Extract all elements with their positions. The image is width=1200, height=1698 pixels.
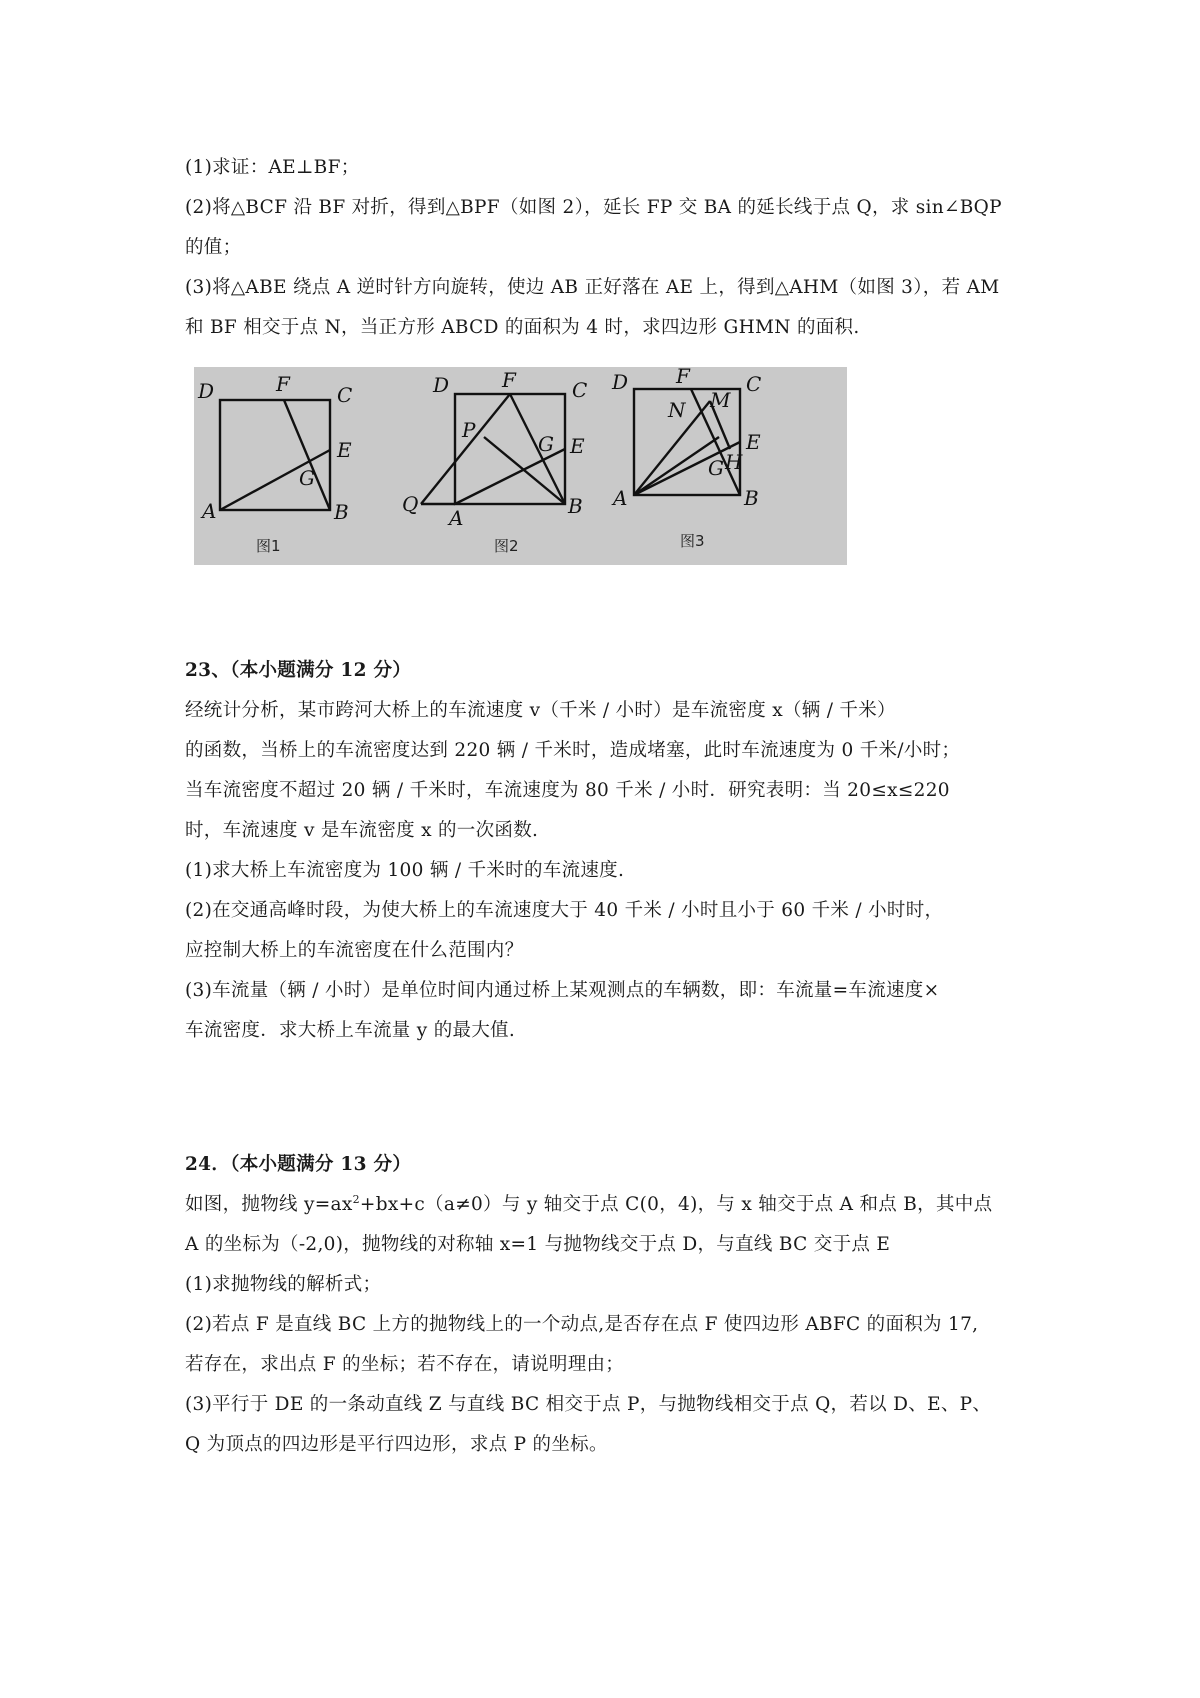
fig1-label-c: C <box>337 383 353 407</box>
q23-line: (1)求大桥上车流密度为 100 辆 / 千米时的车流速度. <box>185 860 625 881</box>
q24-exponent: 2 <box>352 1192 360 1206</box>
fig2-label-d: D <box>433 373 450 397</box>
q24-line-1-pre: 如图，抛物线 y=ax <box>185 1194 353 1215</box>
question-22-parts <box>185 148 1025 348</box>
fig2-label-q: Q <box>402 492 419 516</box>
q22-line: (3)将△ABE 绕点 A 逆时针方向旋转，使边 AB 正好落在 AE 上，得到△AHM（如图 3），若 AM <box>185 277 1000 298</box>
fig3-label-f: F <box>676 367 690 388</box>
q23-line: (2)在交通高峰时段，为使大桥上的车流速度大于 40 千米 / 小时且小于 60 千米 / 小时时， <box>185 900 944 921</box>
q24-line: A 的坐标为（-2,0)，抛物线的对称轴 x=1 与抛物线交于点 D，与直线 BC 交于点 E <box>185 1234 891 1255</box>
q24-line-1 <box>185 1185 1025 1225</box>
fig1-label-a: A <box>202 499 217 523</box>
figures-svg <box>194 367 847 565</box>
question-24 <box>185 1145 1025 1465</box>
q24-heading: 24．（本小题满分 13 分） <box>185 1154 412 1175</box>
q24-line: (2)若点 F 是直线 BC 上方的抛物线上的一个动点,是否存在点 F 使四边形 ABFC 的面积为 17, <box>185 1314 979 1335</box>
fig3-label-g: G <box>708 456 724 480</box>
fig2-label-c: C <box>572 378 588 402</box>
fig3-label-n: N <box>668 398 686 422</box>
fig2-label-f: F <box>502 368 516 392</box>
fig3-label-m: M <box>710 388 731 412</box>
fig3-label-d: D <box>612 370 629 394</box>
q23-heading: 23、（本小题满分 12 分） <box>185 660 412 681</box>
fig3-label-c: C <box>746 372 762 396</box>
fig2-label-p: P <box>462 418 476 442</box>
q23-line: 经统计分析，某市跨河大桥上的车流速度 v（千米 / 小时）是车流密度 x（辆 / 千米） <box>185 700 896 721</box>
q23-line: 的函数，当桥上的车流密度达到 220 辆 / 千米时，造成堵塞，此时车流速度为 0 千米/小时； <box>185 740 961 761</box>
fig1-label-d: D <box>198 379 215 403</box>
q24-line: 若存在，求出点 F 的坐标；若不存在，请说明理由； <box>185 1354 625 1375</box>
fig3-label-h: H <box>725 450 743 474</box>
figure-1 <box>197 372 352 555</box>
fig2-label-e: E <box>570 434 585 458</box>
figure-3 <box>611 367 761 550</box>
fig3-label-a: A <box>613 486 628 510</box>
q22-line: 的值； <box>185 237 242 258</box>
geometry-figures <box>194 367 847 565</box>
fig2-label-a: A <box>449 506 464 530</box>
q23-line: 时，车流速度 v 是车流密度 x 的一次函数. <box>185 820 539 841</box>
fig1-square <box>220 400 330 510</box>
q23-line: 当车流密度不超过 20 辆 / 千米时，车流速度为 80 千米 / 小时．研究表明：当 20≤x≤220 <box>185 780 950 801</box>
q23-line: 应控制大桥上的车流密度在什么范围内？ <box>185 940 524 961</box>
fig2-label-b: B <box>568 494 583 518</box>
fig1-label-f: F <box>276 372 290 396</box>
q23-line: 车流密度．求大桥上车流量 y 的最大值. <box>185 1020 516 1041</box>
fig2-label-g: G <box>538 432 554 456</box>
fig3-label-b: B <box>744 486 759 510</box>
fig1-caption: 图1 <box>256 537 281 555</box>
q23-line: (3)车流量（辆 / 小时）是单位时间内通过桥上某观测点的车辆数，即：车流量=车流速度× <box>185 980 940 1001</box>
q22-line: (2)将△BCF 沿 BF 对折，得到△BPF（如图 2），延长 FP 交 BA 的延长线于点 Q，求 sin∠BQP <box>185 197 1002 218</box>
q24-line-1-post: +bx+c（a≠0）与 y 轴交于点 C(0，4)，与 x 轴交于点 A 和点 B，其中点 <box>359 1194 993 1215</box>
fig1-label-e: E <box>337 438 352 462</box>
q22-line: (1)求证：AE⊥BF； <box>185 157 360 178</box>
q22-line: 和 BF 相交于点 N，当正方形 ABCD 的面积为 4 时，求四边形 GHMN 的面积. <box>185 317 860 338</box>
fig1-label-b: B <box>334 500 349 524</box>
q24-line: (1)求抛物线的解析式； <box>185 1274 382 1295</box>
fig3-label-e: E <box>746 430 761 454</box>
fig3-segment-an <box>634 437 719 495</box>
figure-2 <box>402 368 587 555</box>
fig1-label-g: G <box>299 466 315 490</box>
question-23 <box>185 651 1025 1051</box>
q24-line: (3)平行于 DE 的一条动直线 Z 与直线 BC 相交于点 P，与抛物线相交于点 Q，若以 D、E、P、 <box>185 1394 992 1415</box>
q24-line: Q 为顶点的四边形是平行四边形，求点 P 的坐标。 <box>185 1434 608 1455</box>
fig2-caption: 图2 <box>494 537 519 555</box>
fig3-caption: 图3 <box>680 532 705 550</box>
